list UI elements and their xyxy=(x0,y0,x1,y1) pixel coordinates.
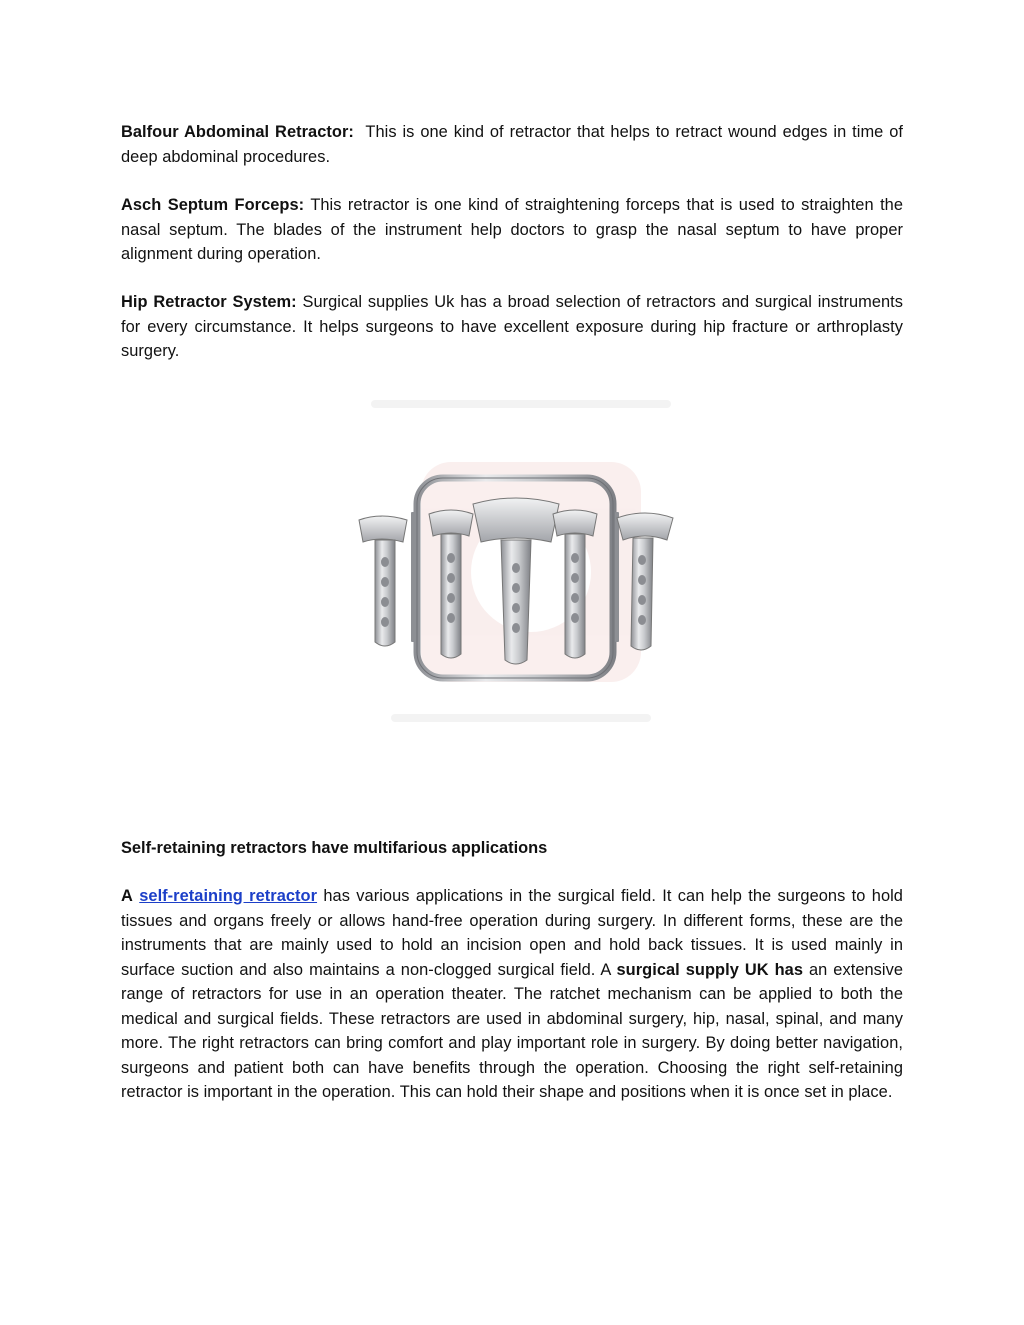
self-retaining-retractor-link[interactable]: self-retaining retractor xyxy=(139,887,318,905)
bold-phrase: surgical supply UK has xyxy=(616,960,803,979)
balfour-term: Balfour Abdominal Retractor: xyxy=(121,123,354,141)
asch-paragraph xyxy=(121,193,903,267)
lead-article: A xyxy=(121,887,133,905)
section-heading: Self-retaining retractors have multifarious applications xyxy=(121,839,548,857)
paragraph-text-2: an extensive range of retractors for use in an operation theater. The ratchet mechanism can be applied to both the medical and surgical fields. These retractors are used in abdominal surgery, hip, nasal, spinal, and many more. The right retractors can bring comfort and play important role in surgery. By doing better navigation, surgeons and patient both can have benefits through the operation. Choosing the right self-retaining retractor is important in the operation. This can hold their shape and positions when it is once set in place. xyxy=(121,960,903,1101)
hip-term: Hip Retractor System: xyxy=(121,293,297,311)
asch-term: Asch Septum Forceps: xyxy=(121,196,305,214)
balfour-paragraph xyxy=(121,120,903,169)
hip-text: Surgical supplies Uk has a broad selection of retractors and surgical instruments for every circumstance. It helps surgeons to have excellent exposure during hip fracture or arthroplasty surgery. xyxy=(121,293,903,360)
surgical-retractor-set-image xyxy=(351,392,691,752)
self-retaining-paragraph xyxy=(121,884,903,1105)
retractor-set-illustration xyxy=(351,392,691,752)
paragraph-text-1: has various applications in the surgical field. It can help the surgeons to hold tissues and organs freely or allows hand-free operation during surgery. In different forms, these are the instruments that are mainly used to hold an incision open and hold back tissues. It is used mainly in surface suction and also maintains a non-clogged surgical field. A xyxy=(121,887,903,979)
balfour-text: This is one kind of retractor that helps to retract wound edges in time of deep abdominal procedures. xyxy=(121,123,903,166)
asch-text: This retractor is one kind of straightening forceps that is used to straighten the nasal septum. The blades of the instrument help doctors to grasp the nasal septum to have proper alignment during operation. xyxy=(121,196,904,263)
retractor-blade-1 xyxy=(359,516,407,646)
hip-paragraph xyxy=(121,290,903,364)
